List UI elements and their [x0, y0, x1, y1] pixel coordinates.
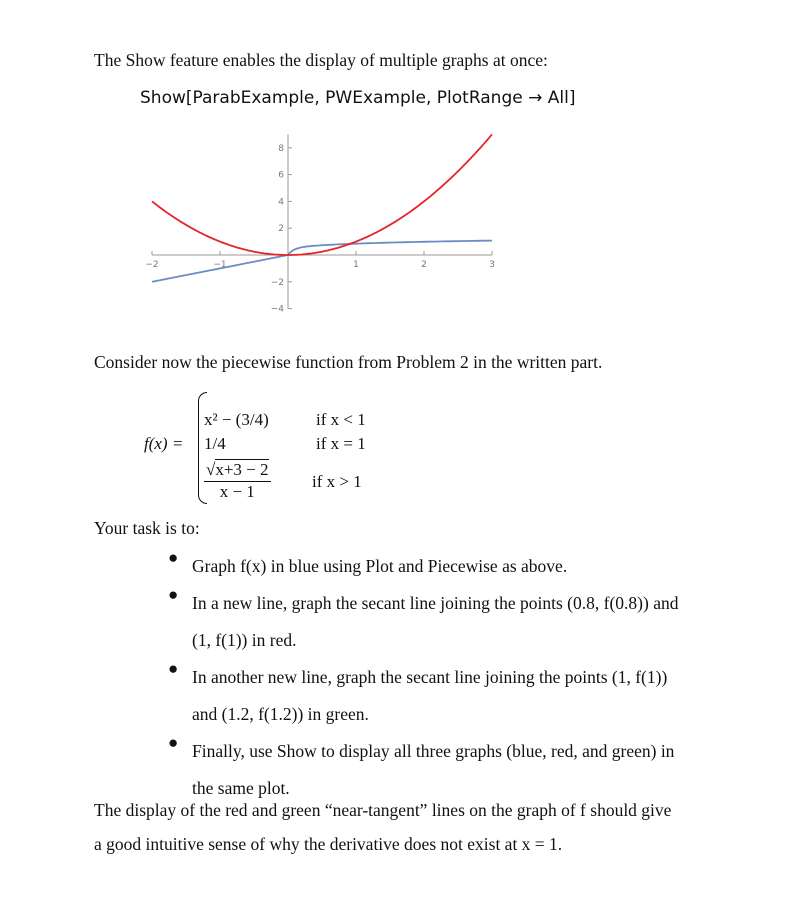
task-item [168, 733, 678, 807]
x-tick-label: 1 [353, 260, 359, 270]
bullet-icon: ● [168, 659, 179, 678]
y-tick-label: 6 [278, 170, 284, 181]
show-plot [140, 118, 505, 338]
intro-text: The Show feature enables the display of multiple graphs at once: [94, 50, 548, 70]
x-tick-label: 3 [489, 260, 495, 270]
task-line: Finally, use Show to display all three graphs (blue, red, and green) in [192, 741, 675, 761]
task-line: Graph f(x) in blue using Plot and Piecewise as above. [192, 556, 568, 576]
bullet-icon: ● [168, 733, 179, 752]
x-tick-label: −1 [213, 260, 227, 270]
consider-text: Consider now the piecewise function from Problem 2 in the written part. [94, 352, 603, 372]
y-tick-label: −2 [270, 277, 284, 288]
x-tick-label: −2 [145, 260, 159, 270]
case3-condition: if x > 1 [312, 472, 362, 491]
sqrt-symbol: √ [206, 460, 216, 479]
task-intro: Your task is to: [94, 518, 200, 538]
bullet-icon: ● [168, 548, 179, 567]
case3-denominator: x − 1 [219, 482, 255, 501]
closing-line-1: The display of the red and green “near-tangent” lines on the graph of f should give [94, 800, 672, 820]
case1-condition: if x < 1 [316, 410, 366, 429]
x-tick-label: 2 [421, 260, 427, 270]
y-tick-label: 8 [278, 143, 284, 154]
plot-ticks [145, 144, 495, 315]
pw-example-curve [152, 241, 492, 282]
task-item [168, 585, 678, 659]
task-line: In a new line, graph the secant line joining the points (0.8, f(0.8)) and [192, 593, 679, 613]
case2-expr: 1/4 [204, 434, 226, 453]
task-list [168, 548, 678, 807]
task-line: and (1.2, f(1.2)) in green. [192, 704, 369, 724]
case3-fraction [204, 460, 271, 502]
show-command: Show[ParabExample, PWExample, PlotRange → All] [140, 88, 576, 108]
closing-line-2: a good intuitive sense of why the derivative does not exist at x = 1. [94, 834, 563, 854]
task-line: In another new line, graph the secant line joining the points (1, f(1)) [192, 667, 668, 687]
case2-condition: if x = 1 [316, 434, 366, 453]
y-tick-label: −4 [270, 304, 284, 315]
y-tick-label: 2 [278, 224, 284, 235]
task-line: (1, f(1)) in red. [192, 630, 297, 650]
plot-axes [152, 134, 492, 308]
task-item [168, 659, 678, 733]
y-tick-label: 4 [278, 197, 284, 208]
case1-expr: x² − (3/4) [204, 410, 269, 429]
task-line: the same plot. [192, 778, 290, 798]
piecewise-lhs: f(x) = [144, 434, 184, 453]
parab-example-curve [152, 134, 492, 255]
case3-numerator: x+3 − 2 [215, 460, 269, 479]
task-item [168, 548, 678, 585]
bullet-icon: ● [168, 585, 179, 604]
